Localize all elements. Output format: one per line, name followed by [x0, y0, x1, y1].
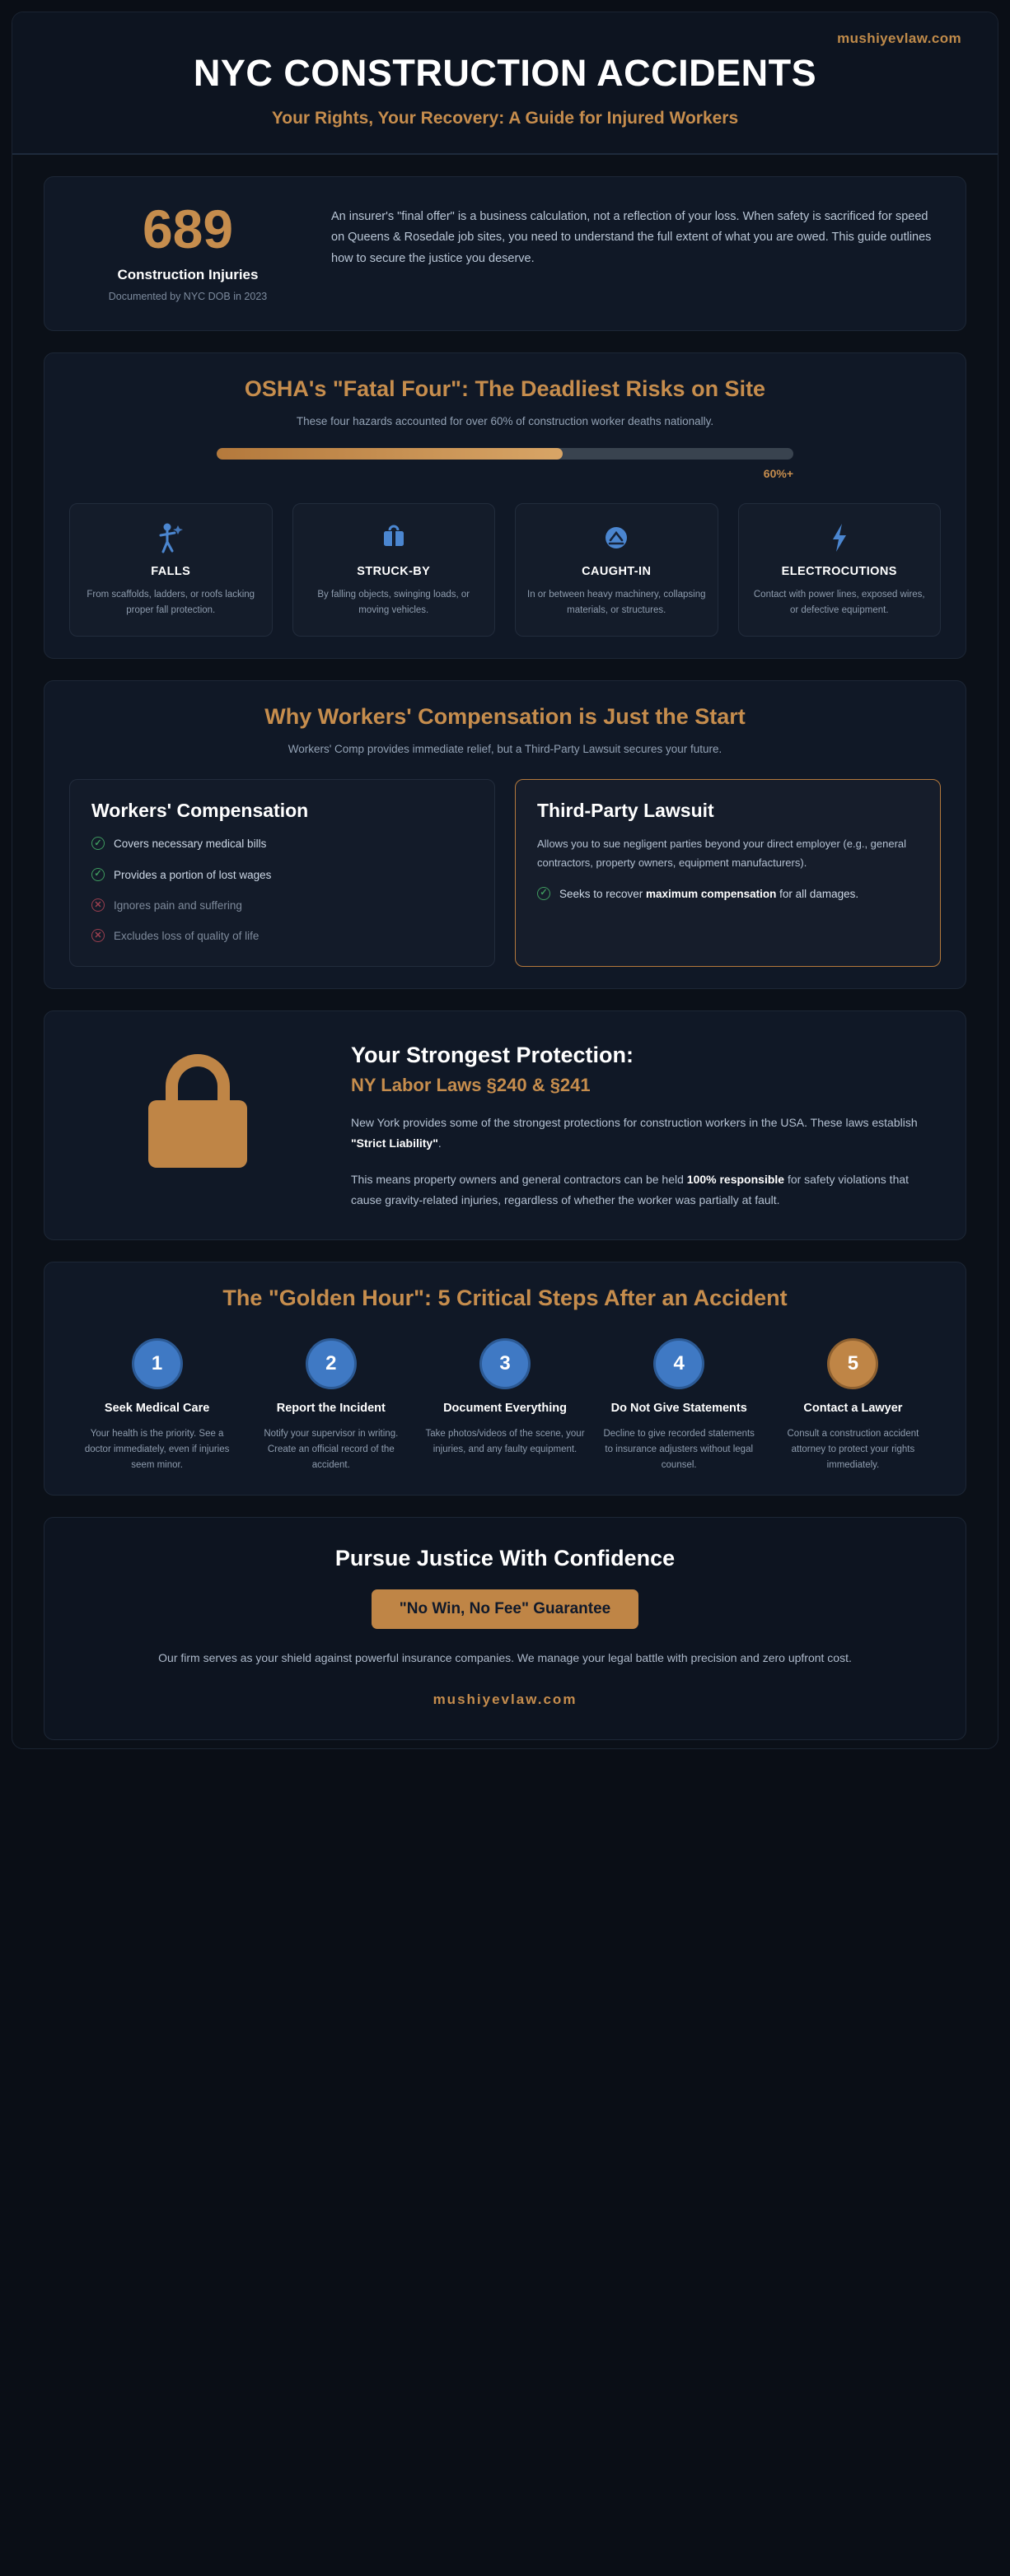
progress-fill — [217, 448, 563, 460]
step-desc: Notify your supervisor in writing. Create an official record of the accident. — [264, 1429, 399, 1471]
step-number-badge: 2 — [306, 1338, 357, 1389]
workers-comp-panel — [69, 779, 495, 967]
footer-cta — [44, 1517, 966, 1740]
hazard-desc: By falling objects, swinging loads, or moving vehicles. — [317, 590, 470, 615]
footer-site-link[interactable]: mushiyevlaw.com — [433, 1691, 577, 1707]
step-2 — [251, 1338, 410, 1473]
intro-card — [44, 176, 966, 331]
list-item — [91, 836, 473, 852]
step-3 — [425, 1338, 584, 1473]
comparison-card — [44, 680, 966, 989]
stat-note: Documented by NYC DOB in 2023 — [108, 291, 268, 302]
crush-hazard-icon — [527, 520, 706, 555]
electric-bolt-icon — [750, 520, 929, 555]
hazard-card-caught-in — [515, 503, 718, 637]
list-item — [91, 898, 473, 914]
hazard-name: FALLS — [151, 565, 191, 579]
labor-law-subheading: NY Labor Laws §240 & §241 — [351, 1075, 591, 1096]
list-item — [91, 867, 473, 884]
step-title: Do Not Give Statements — [610, 1401, 747, 1415]
brand-link-top[interactable]: mushiyevlaw.com — [837, 30, 961, 46]
falling-object-icon — [305, 520, 484, 555]
golden-hour-card — [44, 1262, 966, 1496]
lock-icon — [74, 1039, 321, 1168]
stat-block — [72, 198, 303, 302]
comparison-title: Why Workers' Compensation is Just the Start — [264, 704, 746, 730]
progress-track — [217, 448, 793, 460]
hazard-desc: Contact with power lines, exposed wires, or defective equipment. — [753, 590, 925, 615]
step-desc: Your health is the priority. See a doctor immediately, even if injuries seem minor. — [84, 1429, 230, 1471]
third-party-body: Allows you to sue negligent parties beyond your direct employer (e.g., general contractors, property owners, equipment manufacturers). — [537, 838, 907, 869]
hazard-card-electrocutions — [738, 503, 942, 637]
fatal-four-title: OSHA's "Fatal Four": The Deadliest Risks on Site — [244, 376, 766, 401]
labor-law-card — [44, 1010, 966, 1240]
list-item-label: Ignores pain and suffering — [114, 898, 242, 912]
footer-title: Pursue Justice With Confidence — [334, 1546, 676, 1571]
comparison-panels — [69, 779, 941, 967]
hazard-list — [69, 503, 941, 637]
guarantee-badge[interactable]: "No Win, No Fee" Guarantee — [372, 1589, 638, 1629]
cross-icon: ✕ — [91, 929, 105, 942]
list-item — [91, 928, 473, 945]
step-desc: Consult a construction accident attorney to protect your rights immediately. — [787, 1429, 919, 1471]
cross-icon: ✕ — [91, 898, 105, 912]
step-desc: Take photos/videos of the scene, your injuries, and any faulty equipment. — [425, 1429, 585, 1455]
infographic-frame — [12, 12, 998, 1749]
labor-law-paragraph-1: New York provides some of the strongest protections for construction workers in the USA. These laws establish "Strict Liability". — [351, 1116, 918, 1150]
third-party-heading: Third-Party Lawsuit — [537, 800, 714, 822]
list-item-label: Covers necessary medical bills — [114, 838, 267, 851]
hazard-name: CAUGHT-IN — [582, 565, 652, 579]
fatal-four-card — [44, 352, 966, 659]
hazard-card-falls — [69, 503, 273, 637]
intro-paragraph: An insurer's "final offer" is a business calculation, not a reflection of your loss. When safety is sacrificed for speed on Queens & Rosedale job sites, you need to understand the full extent of what you are owed. This guide outlines how to secure the justice you deserve. — [331, 210, 932, 265]
step-1 — [77, 1338, 236, 1473]
third-party-lawsuit-panel — [515, 779, 941, 967]
check-icon: ✓ — [91, 837, 105, 850]
fatal-four-subtitle: These four hazards accounted for over 60% of construction worker deaths nationally. — [296, 415, 714, 428]
list-item-label: Seeks to recover maximum compensation for all damages. — [559, 887, 859, 900]
hazard-name: STRUCK-BY — [357, 565, 431, 579]
stat-number: 689 — [142, 198, 234, 259]
step-number-badge: 4 — [653, 1338, 704, 1389]
labor-law-paragraph-2: This means property owners and general contractors can be held 100% responsible for safety violations that cause gravity-related injuries, regardless of whether the worker was partially at fault. — [351, 1173, 909, 1206]
step-number-badge: 5 — [827, 1338, 878, 1389]
stat-label: Construction Injuries — [117, 267, 259, 282]
step-title: Report the Incident — [276, 1401, 386, 1415]
page-subtitle: Your Rights, Your Recovery: A Guide for Injured Workers — [271, 109, 739, 128]
golden-hour-title: The "Golden Hour": 5 Critical Steps After an Accident — [222, 1286, 788, 1311]
list-item-label: Provides a portion of lost wages — [114, 868, 272, 881]
step-5 — [774, 1338, 933, 1473]
check-icon: ✓ — [91, 868, 105, 881]
hazard-desc: In or between heavy machinery, collapsing materials, or structures. — [527, 590, 706, 615]
step-desc: Decline to give recorded statements to insurance adjusters without legal counsel. — [603, 1429, 755, 1471]
hazard-card-struck-by — [292, 503, 496, 637]
header — [12, 12, 998, 155]
hazard-desc: From scaffolds, ladders, or roofs lacking proper fall protection. — [87, 590, 255, 615]
step-number-badge: 1 — [132, 1338, 183, 1389]
step-title: Seek Medical Care — [104, 1401, 210, 1415]
check-icon: ✓ — [537, 887, 550, 900]
falling-worker-icon — [82, 520, 260, 555]
footer-paragraph: Our firm serves as your shield against powerful insurance companies. We manage your legal battle with precision and zero upfront cost. — [158, 1651, 852, 1665]
page-title: NYC CONSTRUCTION ACCIDENTS — [193, 52, 817, 94]
list-item — [537, 886, 919, 903]
step-4 — [600, 1338, 759, 1473]
golden-hour-steps — [69, 1338, 941, 1473]
step-title: Document Everything — [443, 1401, 567, 1415]
hazard-name: ELECTROCUTIONS — [781, 565, 897, 579]
workers-comp-heading: Workers' Compensation — [91, 800, 309, 822]
step-number-badge: 3 — [479, 1338, 531, 1389]
hazard-progress — [217, 448, 793, 480]
progress-value: 60%+ — [763, 467, 793, 481]
labor-law-text — [351, 1039, 936, 1210]
labor-law-heading: Your Strongest Protection: — [351, 1043, 634, 1068]
step-title: Contact a Lawyer — [803, 1401, 903, 1415]
comparison-subtitle: Workers' Comp provides immediate relief, but a Third-Party Lawsuit secures your future. — [288, 743, 722, 756]
list-item-label: Excludes loss of quality of life — [114, 930, 260, 943]
